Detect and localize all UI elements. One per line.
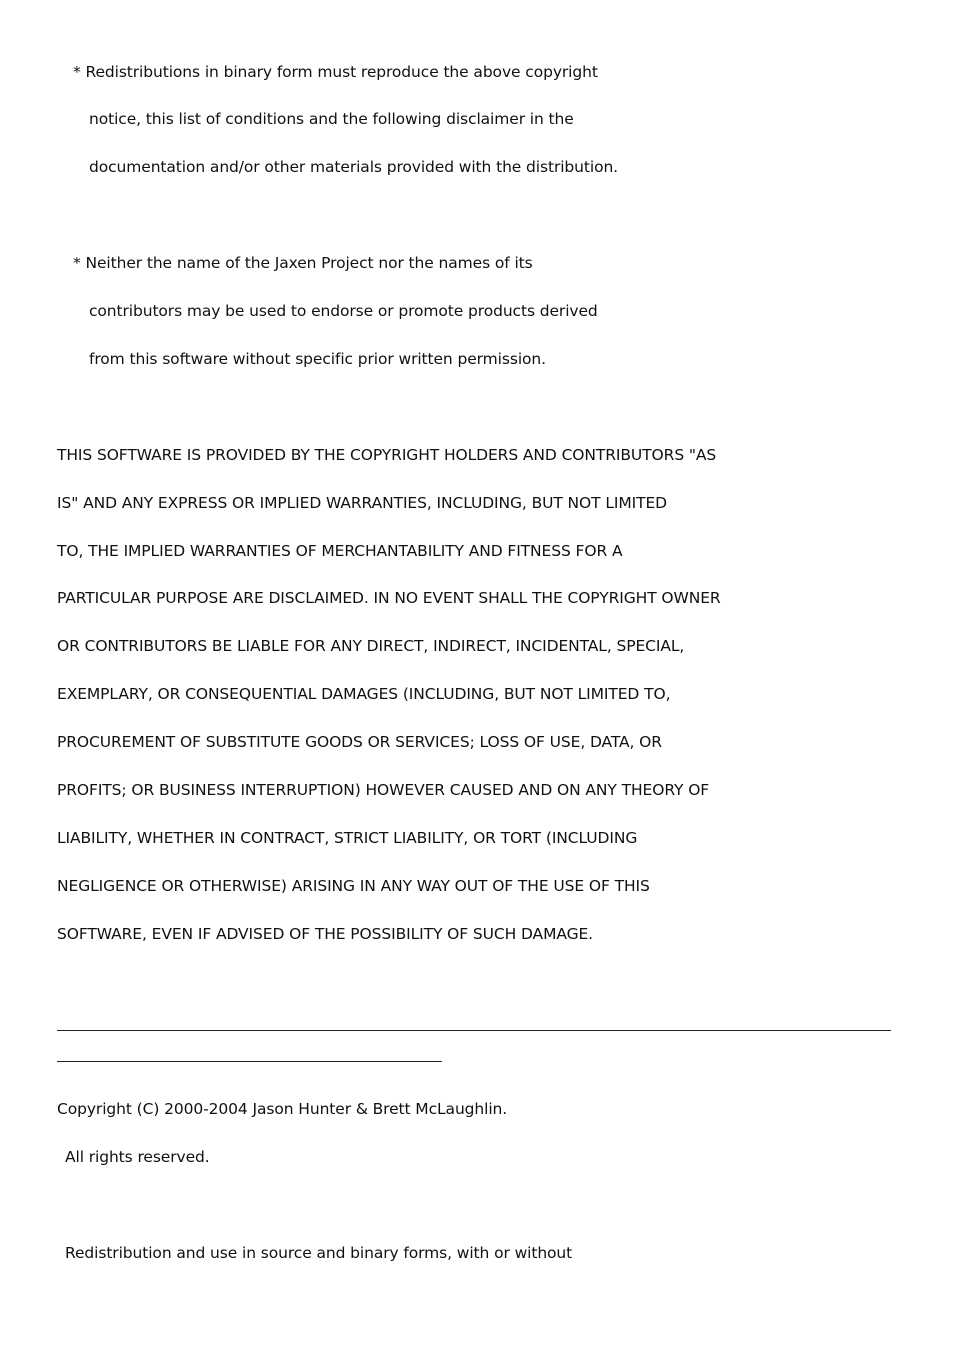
copyright-notice: Copyright (C) 2000-2004 Jason Hunter & Brett McLaughlin.	[57, 1100, 508, 1118]
disclaimer-line-3: TO, THE IMPLIED WARRANTIES OF MERCHANTABILITY AND FITNESS FOR A	[57, 542, 623, 560]
clause-name-line-3: from this software without specific prior written permission.	[89, 350, 546, 368]
disclaimer-line-7: PROCUREMENT OF SUBSTITUTE GOODS OR SERVICES; LOSS OF USE, DATA, OR	[57, 733, 662, 751]
disclaimer-line-8: PROFITS; OR BUSINESS INTERRUPTION) HOWEVER CAUSED AND ON ANY THEORY OF	[57, 781, 710, 799]
clause-binary-line-3: documentation and/or other materials provided with the distribution.	[89, 158, 619, 176]
disclaimer-line-10: NEGLIGENCE OR OTHERWISE) ARISING IN ANY WAY OUT OF THE USE OF THIS	[57, 877, 650, 895]
redistribution-intro: Redistribution and use in source and binary forms, with or without	[65, 1244, 573, 1262]
clause-binary-line-1: * Redistributions in binary form must reproduce the above copyright	[73, 63, 598, 81]
separator-rule-short	[57, 1061, 442, 1062]
disclaimer-line-1: THIS SOFTWARE IS PROVIDED BY THE COPYRIGHT HOLDERS AND CONTRIBUTORS "AS	[57, 446, 717, 464]
disclaimer-line-5: OR CONTRIBUTORS BE LIABLE FOR ANY DIRECT, INDIRECT, INCIDENTAL, SPECIAL,	[57, 637, 685, 655]
disclaimer-line-9: LIABILITY, WHETHER IN CONTRACT, STRICT LIABILITY, OR TORT (INCLUDING	[57, 829, 638, 847]
disclaimer-line-4: PARTICULAR PURPOSE ARE DISCLAIMED. IN NO EVENT SHALL THE COPYRIGHT OWNER	[57, 589, 721, 607]
disclaimer-line-11: SOFTWARE, EVEN IF ADVISED OF THE POSSIBILITY OF SUCH DAMAGE.	[57, 925, 594, 943]
copyright-rights: All rights reserved.	[65, 1148, 210, 1166]
clause-name-line-1: * Neither the name of the Jaxen Project nor the names of its	[73, 254, 533, 272]
disclaimer-line-2: IS" AND ANY EXPRESS OR IMPLIED WARRANTIES, INCLUDING, BUT NOT LIMITED	[57, 494, 667, 512]
clause-name-line-2: contributors may be used to endorse or promote products derived	[89, 302, 598, 320]
clause-binary-line-2: notice, this list of conditions and the following disclaimer in the	[89, 110, 574, 128]
disclaimer-line-6: EXEMPLARY, OR CONSEQUENTIAL DAMAGES (INCLUDING, BUT NOT LIMITED TO,	[57, 685, 671, 703]
separator-rule	[57, 1030, 891, 1031]
